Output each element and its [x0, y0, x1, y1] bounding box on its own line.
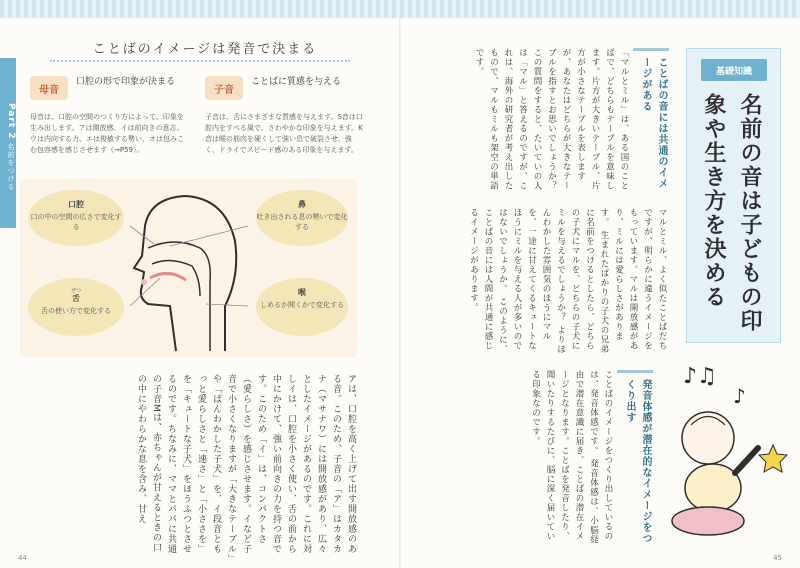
vowel-badge: 母音 — [30, 76, 68, 100]
label-throat — [256, 278, 348, 336]
right-body-para-5: よりほんわかした雰囲気のほうにマルを、一途に甘えてくるキュートなほうにミルを与える人が多いのではないでしょうか。 — [497, 208, 566, 355]
left-page — [0, 18, 399, 568]
star-icon — [759, 445, 787, 472]
right-body-para-8: 発音体感は、小脳経由で潜在意識に届き、ことばの潜在イメージとなります。ことばを発音したり、聞いたりするたびに、脳に深く届いている印象なのです。 — [530, 370, 599, 545]
right-body-block-3 — [439, 370, 615, 550]
left-body-text: アは、口腔を高く上げて出す開放感のある音。このため、子音の「ア」はカタカナ（マサナワ）には開放感があり、広々としたイメージがあるのです。これに対しイは、口腔を小さく使い、舌の前から中にかけて、強い前向きの力を持つ音です。このため「イ」は、コンパクトさ（愛らしさ）を感じさせます。イなど子音で小さくなりますが「大きなテーブル」や「ぱんわかした子犬」を、イ段音ともっと愛らしさと「速さ」と「小ささを」を「キュートな子犬」をほうふつとさせるのです。ちなみに、ママとパパに共通の子音Mは、赤ちゃんが甘えるときの口の中にやわらかな息を含み、甘え — [136, 374, 356, 560]
music-note-icon: ♪♫ — [683, 364, 717, 389]
vowel-card-heading: 口腔の形で印象が決まる — [76, 77, 176, 87]
baby-illustration — [663, 353, 793, 548]
subhead-common-image: ことばの音には共通のイメージがある — [633, 48, 669, 198]
consonant-card-heading: ことばに質感を与える — [251, 77, 342, 87]
subhead-pronunciation: 発音体感が潜在的なイメージをつくり出す — [617, 370, 653, 550]
consonant-card-body: 子音は、舌にさまざまな質感を与えます。S音は口腔内をすべる風で、さわやかな印象を与えます。K音は喉の筋肉を硬くして強い息で破裂させ、強く、ドライでスピード感のある印象を与えます。 — [205, 113, 363, 154]
label-tongue-ruby: ぜつ — [70, 288, 81, 294]
label-tongue — [28, 278, 124, 336]
music-note-icon: ♪ — [733, 384, 746, 408]
right-body-para-3: マルとミル、よく似たことばだちですが、明らかに違うイメージをもっています。マルは開放感があり、ミルには愛らしさがあります。 — [599, 208, 667, 351]
right-body-para-4: 生まれたばかりの子犬の兄弟に名前をつけるとしたら、どちらの子犬にマルを、どちらの子犬にミルを与えるでしょうか？ — [555, 208, 609, 355]
page-title: 名前の音は子どもの印象や生き方を決める — [701, 93, 762, 333]
label-throat-text: しめるか開くかで変化する — [260, 301, 344, 309]
left-folio: 44 — [18, 554, 27, 562]
right-body-para-6: このように、ことばの音には人間が共通に感じるイメージがあります。 — [468, 208, 508, 355]
right-page — [401, 18, 800, 568]
head-profile-illustration — [130, 186, 250, 354]
right-body-para-2: この質問をすると、たいていの人は「マル」と答えるのですが、これは、海外の研究者が考え出したもので、マルもミルも架空の単語です。 — [474, 48, 542, 191]
vowel-card-body: 母音は、口腔の空間のつくり方によって、印象を生み出します。アは開放感、イは前向きの意志、ウは内向する力、エは俊敏する勢い、オは包みこむ包容感を感じさせます（→P59）。 — [30, 113, 184, 154]
section-title: ことばのイメージは発音で決まる — [92, 42, 318, 57]
right-body-block-1 — [439, 48, 631, 198]
mouth-diagram — [20, 178, 358, 358]
right-body-block-2 — [439, 208, 669, 358]
part-tab-number: Part 2 — [6, 103, 16, 140]
title-box — [686, 48, 781, 343]
part-tab[interactable] — [0, 58, 16, 228]
label-tongue-text: 舌の使い方で変化する — [41, 307, 111, 315]
label-nose-text: 吐き出される息の勢いで変化する — [256, 213, 348, 231]
basics-badge: 基礎知識 — [701, 59, 767, 81]
label-nose — [256, 190, 348, 246]
label-throat-title: 喉 — [298, 288, 306, 297]
part-tab-text: 名前をつける — [7, 142, 15, 191]
label-tongue-title: 舌 — [72, 294, 80, 303]
label-nose-title: 鼻 — [298, 200, 306, 209]
section-divider — [50, 60, 350, 62]
label-oral-cavity-title: 口腔 — [68, 200, 84, 209]
right-folio: 45 — [773, 554, 782, 562]
consonant-badge: 子音 — [205, 76, 243, 100]
top-decorative-band — [0, 0, 800, 18]
label-oral-cavity — [28, 190, 124, 246]
right-body-para-1: 「マルとミル」は、ある国のことばで、どちらもテーブルを意味します。片方が大きいテーブル、片方が小さなテーブルを表しますが、あなたはどちらが大きなテーブルを指すとお思いでしょうか？ — [546, 48, 629, 191]
label-oral-cavity-text: 口の中の空間の広さで変化する — [30, 213, 122, 231]
right-body-para-7: ことばのイメージをつくり出しているのは、発音体感です。 — [588, 370, 613, 541]
